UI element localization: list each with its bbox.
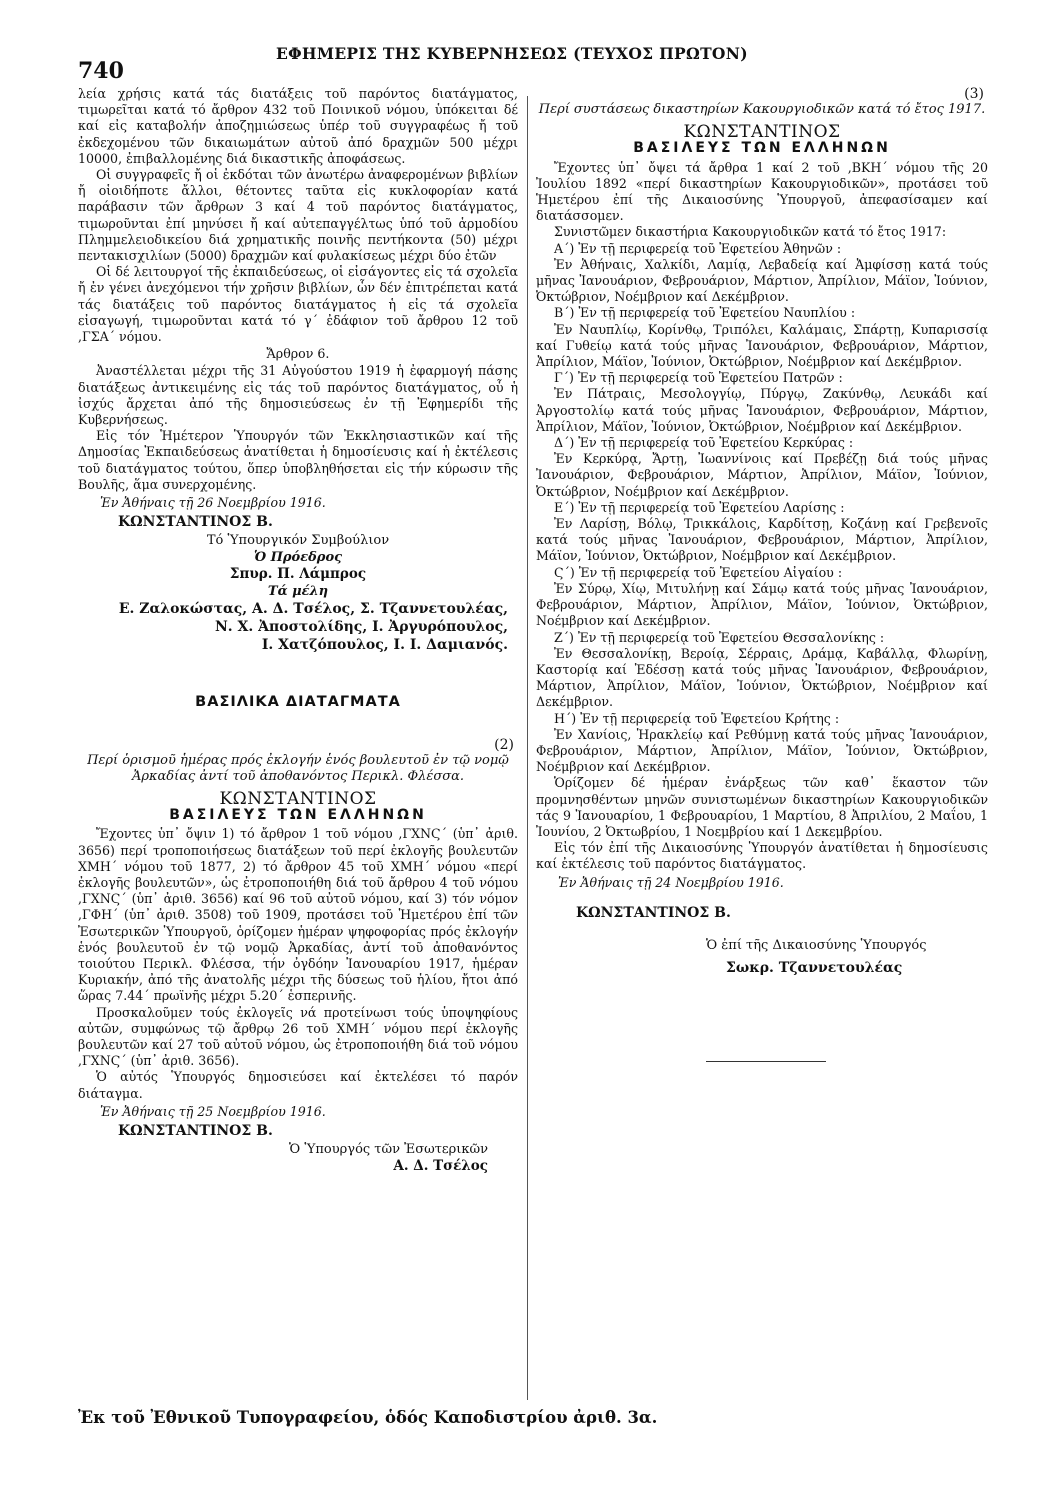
signing-date: Ἐν Ἀθήναις τῇ 25 Νοεμβρίου 1916. bbox=[100, 1103, 326, 1119]
king-name: ΚΩΝΣΤΑΝΤΙΝΟΣ bbox=[683, 122, 841, 143]
president-label: Ὁ Πρόεδρος bbox=[253, 550, 343, 566]
column-divider bbox=[527, 96, 528, 1400]
section-title: ΒΑΣΙΛΙΚΑ ΔΙΑΤΑΓΜΑΤΑ bbox=[195, 694, 401, 711]
members-line: Ν. Χ. Ἀποστολίδης, Ι. Ἀργυρόπουλος, bbox=[215, 619, 508, 636]
council-members bbox=[78, 600, 518, 654]
decree-title: Περί ὁρισμοῦ ἡμέρας πρός ἐκλογήν ἑνός βουλευτοῦ ἐν τῷ νομῷ Ἀρκαδίας ἀντί τοῦ ἀποθανόντος Περικλ. Φλέσσα. bbox=[87, 752, 509, 784]
minister-name: Σωκρ. Τζαννετουλέας bbox=[726, 959, 903, 976]
decree-title: Περί συστάσεως δικαστηρίων Κακουργιοδικῶν κατά τό ἔτος 1917. bbox=[538, 102, 986, 118]
paragraph: Ὁρίζομεν δέ ἡμέραν ἐνάρξεως τῶν καθ᾽ ἕκαστον τῶν προμνησθέντων μηνῶν συνιστωμένων δικαστηρίων Κακουργιοδικῶν τάς 9 Ἰανουαρίου, 1 Φεβρουαρίου, 1 Μαρτίου, 8 Ἀπριλίου, 2 Μαΐου, 1 Ἰουνίου, 2 Ὀκτωβρίου, 1 Νοεμβρίου καί 1 Δεκεμβρίου. bbox=[536, 775, 988, 839]
left-column bbox=[78, 86, 518, 1175]
king-title: ΒΑΣΙΛΕΥΣ ΤΩΝ ΕΛΛΗΝΩΝ bbox=[633, 140, 891, 157]
court-heading: Δ΄) Ἐν τῇ περιφερείᾳ τοῦ Ἐφετείου Κερκύρας : bbox=[554, 435, 854, 451]
signing-date: Ἐν Ἀθήναις τῇ 24 Νοεμβρίου 1916. bbox=[558, 874, 784, 890]
court-heading: Β΄) Ἐν τῇ περιφερείᾳ τοῦ Ἐφετείου Ναυπλίου : bbox=[554, 305, 856, 321]
paragraph: Ἔχοντες ὑπ᾽ ὄψει τά ἄρθρα 1 καί 2 τοῦ ,ΒΚΗ΄ νόμου τῆς 20 Ἰουλίου 1892 «περί δικαστηρίων Κακουργιοδικῶν», προτάσει τοῦ Ἡμετέρου ἐπί τῆς Δικαιοσύνης Ὑπουργοῦ, ἀπεφασίσαμεν καί διατάσσομεν. bbox=[536, 159, 988, 224]
king-signature: ΚΩΝΣΤΑΝΤΙΝΟΣ Β. bbox=[118, 514, 273, 531]
court-heading: Α΄) Ἐν τῇ περιφερείᾳ τοῦ Ἐφετείου Ἀθηνῶν : bbox=[554, 240, 842, 256]
council-block bbox=[78, 532, 518, 600]
paragraph: Εἰς τόν Ἡμέτερον Ὑπουργόν τῶν Ἐκκλησιαστικῶν καί τῆς Δημοσίας Ἐκπαιδεύσεως ἀνατίθεται ἡ δημοσίευσις καί ἡ ἐκτέλεσις τοῦ διατάγματος τούτου, ὅπερ ὑποβληθήσεται εἰς τήν κύρωσιν τῆς Βουλῆς, ἅμα συνερχομένης. bbox=[78, 428, 518, 492]
court-body: Ἐν Λαρίσῃ, Βόλῳ, Τρικκάλοις, Καρδίτσῃ, Κοζάνῃ καί Γρεβενοῖς κατά τούς μῆνας Ἰανουάριον, Φεβρουάριον, Μάρτιον, Ἀπρίλιον, Μάϊον, Ἰούνιον, Ὀκτώβριον, Νοέμβριον καί Δεκέμβριον. bbox=[536, 516, 988, 564]
minister-signature bbox=[78, 1141, 518, 1175]
paragraph: Ἔχοντες ὑπ᾽ ὄψιν 1) τό ἄρθρον 1 τοῦ νόμου ,ΓΧΝϚ΄ (ὑπ᾽ ἀριθ. 3656) περί τροποποιήσεως διατάξεων τοῦ περί ἐκλογῆς βουλευτῶν ΧΜΗ΄ νόμου τοῦ 1877, 2) τό ἄρθρον 45 τοῦ ΧΜΗ΄ νόμου «περί ἐκλογῆς βουλευτῶν», ὡς ἐτροποποιήθη διά τοῦ ἄρθρου 4 τοῦ νόμου ,ΓΧΝϚ΄ (ὑπ᾽ ἀριθ. 3656) καί 96 τοῦ αὐτοῦ νόμου, καί 3) τόν νόμον ,ΓΦΗ΄ (ὑπ᾽ ἀριθ. 3508) τοῦ 1909, προτάσει τοῦ Ἡμετέρου ἐπί τῶν Ἐσωτερικῶν Ὑπουργοῦ, ὁρίζομεν ἡμέραν ψηφοφορίας πρός ἐκλογήν ἑνός βουλευτοῦ ἐν τῷ νομῷ Ἀρκαδίας, ἀντί τοῦ ἀποθανόντος τοιούτου Περικλ. Φλέσσα, τήν ὀγδόην Ἰανουαρίου 1917, ἡμέραν Κυριακήν, ἀπό τῆς ἀνατολῆς μέχρι τῆς δύσεως τοῦ ἡλίου, ἤτοι ἀπό ὥρας 7.44΄ πρωϊνῆς μέχρι 5.20΄ ἑσπερινῆς. bbox=[78, 826, 518, 1004]
decree-number: (2) bbox=[494, 736, 514, 753]
court-heading: Γ΄) Ἐν τῇ περιφερείᾳ τοῦ Ἐφετείου Πατρῶν : bbox=[554, 370, 843, 386]
court-body: Ἐν Ἀθήναις, Χαλκίδι, Λαμίᾳ, Λεβαδείᾳ καί Ἀμφίσσῃ κατά τούς μῆνας Ἰανουάριον, Φεβρουάριον, Μάρτιον, Ἀπρίλιον, Μάϊον, Ἰούνιον, Ὀκτώβριον, Νοέμβριον καί Δεκέμβριον. bbox=[536, 256, 988, 305]
paragraph: Προσκαλοῦμεν τούς ἐκλογεῖς νά προτείνωσι τούς ὑποψηφίους αὐτῶν, συμφώνως τῷ ἄρθρῳ 26 τοῦ ΧΜΗ΄ νόμου περί ἐκλογῆς βουλευτῶν καί 27 τοῦ αὐτοῦ νόμου, ὡς ἐτροποποιήθη διά τοῦ νόμου ,ΓΧΝϚ΄ (ὑπ᾽ ἀριθ. 3656). bbox=[78, 1004, 518, 1069]
members-line: Ε. Ζαλοκώστας, Α. Δ. Τσέλος, Σ. Τζαννετουλέας, bbox=[118, 601, 508, 618]
members-label: Τά μέλη bbox=[267, 584, 329, 600]
page-number: 740 bbox=[78, 58, 124, 84]
minister-name: Α. Δ. Τσέλος bbox=[393, 1158, 488, 1175]
king-signature: ΚΩΝΣΤΑΝΤΙΝΟΣ Β. bbox=[118, 1122, 273, 1139]
council-label: Τό Ὑπουργικόν Συμβούλιον bbox=[206, 533, 390, 549]
signing-date: Ἐν Ἀθήναις τῇ 26 Νοεμβρίου 1916. bbox=[100, 495, 326, 511]
paragraph: λεία χρήσις κατά τάς διατάξεις τοῦ παρόντος διατάγματος, τιμωρεῖται κατά τό ἄρθρον 432 τοῦ Ποινικοῦ νόμου, ὑπόκειται δέ καί εἰς καταβολήν ἀποζημιώσεως ὑπέρ τοῦ συγγραφέως ἤ τοῦ ἐκδεχομένου τῶν δικαιωμάτων αὐτοῦ ἀπό δραχμῶν 500 μέχρι 10000, ἐπιβαλλομένης διά δικαστικῆς ἀποφάσεως. bbox=[78, 86, 518, 166]
paragraph: Οἱ δέ λειτουργοί τῆς ἐκπαιδεύσεως, οἱ εἰσάγοντες εἰς τά σχολεῖα ἤ ἐν γένει ἀνεχόμενοι τήν χρῆσιν βιβλίων, ὧν δέν ἐπιτρέπεται κατά τάς διατάξεις τοῦ παρόντος διατάγματος ἡ εἰς τά σχολεῖα εἰσαγωγή, τιμωροῦνται κατά τό γ΄ ἐδάφιον τοῦ ἄρθρου 12 τοῦ ,ΓΣΑ΄ νόμου. bbox=[78, 264, 518, 345]
minister-title: Ὁ Ὑπουργός τῶν Ἐσωτερικῶν bbox=[289, 1142, 488, 1158]
king-name: ΚΩΝΣΤΑΝΤΙΝΟΣ bbox=[219, 788, 377, 809]
decree-number: (3) bbox=[964, 86, 984, 102]
paragraph: Ὁ αὐτός Ὑπουργός δημοσιεύσει καί ἐκτελέσει τό παρόν διάταγμα. bbox=[78, 1069, 518, 1101]
paragraph: Οἱ συγγραφεῖς ἤ οἱ ἐκδόται τῶν ἀνωτέρω ἀναφερομένων βιβλίων ἤ οἱοιδήποτε ἄλλοι, θέτοντες ταῦτα εἰς κυκλοφορίαν κατά παράβασιν τῶν ἄρθρων 3 καί 4 τοῦ παρόντος διατάγματος, τιμωροῦνται ἐπί μηνύσει ἤ καί αὐτεπαγγέλτως ὑπό τοῦ ἁρμοδίου Πλημμελειοδικείου διά χρηματικῆς ποινῆς πεντήκοντα (50) μέχρι πεντακισχιλίων (5000) δραχμῶν καί φυλακίσεως μέχρι δύο ἐτῶν bbox=[78, 167, 518, 264]
minister-title: Ὁ ἐπί τῆς Δικαιοσύνης Ὑπουργός bbox=[706, 937, 927, 953]
president-name: Σπυρ. Π. Λάμπρος bbox=[229, 566, 367, 583]
end-rule bbox=[706, 1061, 826, 1062]
paragraph: Συνιστῶμεν δικαστήρια Κακουργιοδικῶν κατά τό ἔτος 1917: bbox=[554, 224, 947, 240]
court-heading: Ζ΄) Ἐν τῇ περιφερείᾳ τοῦ Ἐφετείου Θεσσαλονίκης : bbox=[554, 629, 885, 645]
article-heading: Ἄρθρον 6. bbox=[266, 346, 330, 362]
court-body: Ἐν Θεσσαλονίκῃ, Βεροίᾳ, Σέρραις, Δράμᾳ, Καβάλλᾳ, Φλωρίνῃ, Καστορίᾳ καί Ἐδέσσῃ κατά τούς μῆνας Ἰανουάριον, Φεβρουάριον, Μάρτιον, Ἀπρίλιον, Μάϊον, Ἰούνιον, Ὀκτώβριον, Νοέμβριον καί Δεκέμβριον. bbox=[536, 645, 988, 710]
right-column bbox=[536, 86, 988, 1062]
king-signature: ΚΩΝΣΤΑΝΤΙΝΟΣ Β. bbox=[576, 904, 731, 921]
court-body: Ἐν Χανίοις, Ἡρακλείῳ καί Ρεθύμνῃ κατά τούς μῆνας Ἰανουάριον, Φεβρουάριον, Μάρτιον, Ἀπρίλιον, Μάϊον, Ἰούνιον, Ὀκτώβριον, Νοέμβριον καί Δεκέμβριον. bbox=[536, 726, 988, 775]
paragraph: Εἰς τόν ἐπί τῆς Δικαιοσύνης Ὑπουργόν ἀνατίθεται ἡ δημοσίευσις καί ἐκτέλεσις τοῦ παρόντος διατάγματος. bbox=[536, 840, 988, 872]
members-line: Ι. Χατζόπουλος, Ι. Ι. Δαμιανός. bbox=[261, 637, 508, 654]
paragraph: Ἀναστέλλεται μέχρι τῆς 31 Αὐγούστου 1919 ἡ ἐφαρμογή πάσης διατάξεως ἀντικειμένης εἰς τάς τοῦ παρόντος διατάγματος, οὗ ἡ ἰσχύς ἄρχεται ἀπό τῆς δημοσιεύσεως ἐν τῇ Ἐφημερίδι τῆς Κυβερνήσεως. bbox=[78, 363, 518, 428]
court-body: Ἐν Ναυπλίῳ, Κορίνθῳ, Τριπόλει, Καλάμαις, Σπάρτῃ, Κυπαρισσίᾳ καί Γυθείῳ κατά τούς μῆνας Ἰανουάριον, Φεβρουάριον, Μάρτιον, Ἀπρίλιον, Μάϊον, Ἰούνιον, Ὀκτώβριον, Νοέμβριον καί Δεκέμβριον. bbox=[536, 321, 988, 370]
court-body: Ἐν Πάτραις, Μεσολογγίῳ, Πύργῳ, Ζακύνθῳ, Λευκάδι καί Ἀργοστολίῳ κατά τούς μῆνας Ἰανουάριον, Φεβρουάριον, Μάρτιον, Ἀπρίλιον, Μάϊον, Ἰούνιον, Ὀκτώβριον, Νοέμβριον καί Δεκέμβριον. bbox=[536, 386, 988, 434]
court-heading: Η΄) Ἐν τῇ περιφερείᾳ τοῦ Ἐφετείου Κρήτης : bbox=[554, 710, 840, 726]
court-heading: Ϛ΄) Ἐν τῇ περιφερείᾳ τοῦ Ἐφετείου Αἰγαίου : bbox=[554, 564, 843, 580]
printer-footer: Ἐκ τοῦ Ἐθνικοῦ Τυπογραφείου, ὁδός Καποδιστρίου ἀριθ. 3α. bbox=[78, 1408, 658, 1427]
minister-signature bbox=[706, 935, 988, 979]
gazette-header-title: ΕΦΗΜΕΡΙΣ ΤΗΣ ΚΥΒΕΡΝΗΣΕΩΣ (ΤΕΥΧΟΣ ΠΡΩΤΟΝ) bbox=[276, 44, 748, 63]
court-body: Ἐν Κερκύρᾳ, Ἄρτῃ, Ἰωαννίνοις καί Πρεβέζῃ διά τούς μῆνας Ἰανουάριον, Φεβρουάριον, Μάρτιον, Ἀπρίλιον, Μάϊον, Ἰούνιον, Ὀκτώβριον, Νοέμβριον καί Δεκέμβριον. bbox=[536, 451, 988, 499]
king-title: ΒΑΣΙΛΕΥΣ ΤΩΝ ΕΛΛΗΝΩΝ bbox=[169, 807, 427, 824]
court-heading: Ε΄) Ἐν τῇ περιφερείᾳ τοῦ Ἐφετείου Λαρίσης : bbox=[554, 499, 845, 515]
court-body: Ἐν Σύρῳ, Χίῳ, Μιτυλήνῃ καί Σάμῳ κατά τούς μῆνας Ἰανουάριον, Φεβρουάριον, Μάρτιον, Ἀπρίλιον, Μάϊον, Ἰούνιον, Ὀκτώβριον, Νοέμβριον καί Δεκέμβριον. bbox=[536, 580, 988, 629]
